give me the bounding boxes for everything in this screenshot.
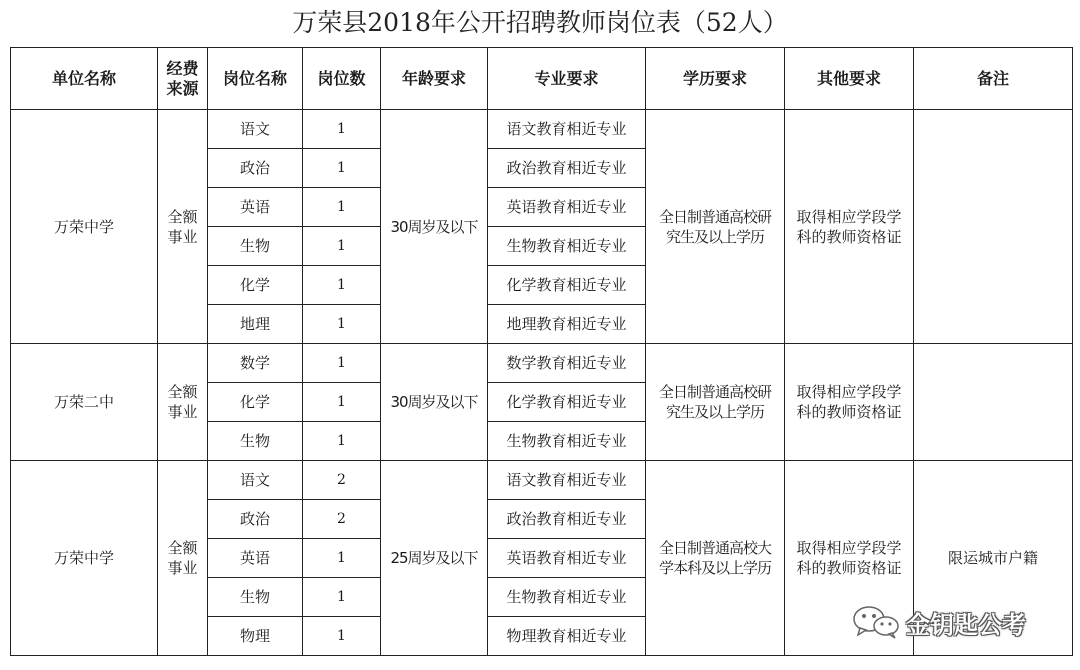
other-requirement-cell: 取得相应学段学 科的教师资格证 (785, 461, 914, 656)
major-cell: 数学教育相近专业 (488, 344, 646, 383)
position-name-cell: 政治 (208, 500, 303, 539)
major-cell: 英语教育相近专业 (488, 539, 646, 578)
position-count-cell: 1 (303, 422, 381, 461)
major-cell: 政治教育相近专业 (488, 500, 646, 539)
table-row (11, 461, 1073, 500)
position-name-cell: 数学 (208, 344, 303, 383)
funding-cell: 全额 事业 (158, 110, 208, 344)
remark-cell (914, 344, 1073, 461)
position-count-cell: 1 (303, 344, 381, 383)
major-cell: 生物教育相近专业 (488, 422, 646, 461)
header-unit: 单位名称 (11, 48, 158, 110)
unit-name-cell: 万荣中学 (11, 461, 158, 656)
position-name-cell: 生物 (208, 578, 303, 617)
page-title: 万荣县2018年公开招聘教师岗位表（52人） (292, 8, 788, 37)
other-requirement-cell: 取得相应学段学 科的教师资格证 (785, 110, 914, 344)
header-remark: 备注 (914, 48, 1073, 110)
education-cell: 全日制普通高校研 究生及以上学历 (646, 344, 785, 461)
education-cell: 全日制普通高校研 究生及以上学历 (646, 110, 785, 344)
header-funding: 经费 来源 (158, 48, 208, 110)
other-requirement-cell: 取得相应学段学 科的教师资格证 (785, 344, 914, 461)
header-education: 学历要求 (646, 48, 785, 110)
position-count-cell: 1 (303, 227, 381, 266)
unit-name-cell: 万荣中学 (11, 110, 158, 344)
watermark-text: 金钥匙公考 (906, 610, 1026, 639)
position-name-cell: 化学 (208, 266, 303, 305)
unit-name-cell: 万荣二中 (11, 344, 158, 461)
major-cell: 语文教育相近专业 (488, 110, 646, 149)
major-cell: 生物教育相近专业 (488, 578, 646, 617)
age-cell: 30周岁及以下 (381, 110, 488, 344)
position-name-cell: 生物 (208, 227, 303, 266)
position-name-cell: 化学 (208, 383, 303, 422)
header-count: 岗位数 (303, 48, 381, 110)
position-name-cell: 语文 (208, 461, 303, 500)
position-name-cell: 地理 (208, 305, 303, 344)
position-name-cell: 政治 (208, 149, 303, 188)
funding-cell: 全额 事业 (158, 344, 208, 461)
header-age: 年龄要求 (381, 48, 488, 110)
remark-cell: 限运城市户籍 (914, 461, 1073, 656)
position-count-cell: 1 (303, 539, 381, 578)
position-name-cell: 英语 (208, 539, 303, 578)
header-row (11, 48, 1073, 110)
position-count-cell: 1 (303, 578, 381, 617)
position-count-cell: 1 (303, 266, 381, 305)
major-cell: 英语教育相近专业 (488, 188, 646, 227)
recruitment-table (10, 47, 1073, 656)
major-cell: 化学教育相近专业 (488, 383, 646, 422)
position-count-cell: 1 (303, 188, 381, 227)
position-name-cell: 语文 (208, 110, 303, 149)
major-cell: 物理教育相近专业 (488, 617, 646, 656)
education-cell: 全日制普通高校大 学本科及以上学历 (646, 461, 785, 656)
position-name-cell: 生物 (208, 422, 303, 461)
funding-cell: 全额 事业 (158, 461, 208, 656)
position-count-cell: 1 (303, 617, 381, 656)
position-count-cell: 1 (303, 305, 381, 344)
remark-cell (914, 110, 1073, 344)
major-cell: 地理教育相近专业 (488, 305, 646, 344)
position-name-cell: 物理 (208, 617, 303, 656)
major-cell: 生物教育相近专业 (488, 227, 646, 266)
header-position: 岗位名称 (208, 48, 303, 110)
position-count-cell: 2 (303, 500, 381, 539)
age-cell: 25周岁及以下 (381, 461, 488, 656)
position-name-cell: 英语 (208, 188, 303, 227)
major-cell: 语文教育相近专业 (488, 461, 646, 500)
table-row (11, 110, 1073, 149)
position-count-cell: 1 (303, 110, 381, 149)
age-cell: 30周岁及以下 (381, 344, 488, 461)
table-body (11, 48, 1073, 656)
position-count-cell: 2 (303, 461, 381, 500)
position-count-cell: 1 (303, 383, 381, 422)
header-major: 专业要求 (488, 48, 646, 110)
table-row (11, 344, 1073, 383)
position-count-cell: 1 (303, 149, 381, 188)
major-cell: 政治教育相近专业 (488, 149, 646, 188)
major-cell: 化学教育相近专业 (488, 266, 646, 305)
header-other: 其他要求 (785, 48, 914, 110)
